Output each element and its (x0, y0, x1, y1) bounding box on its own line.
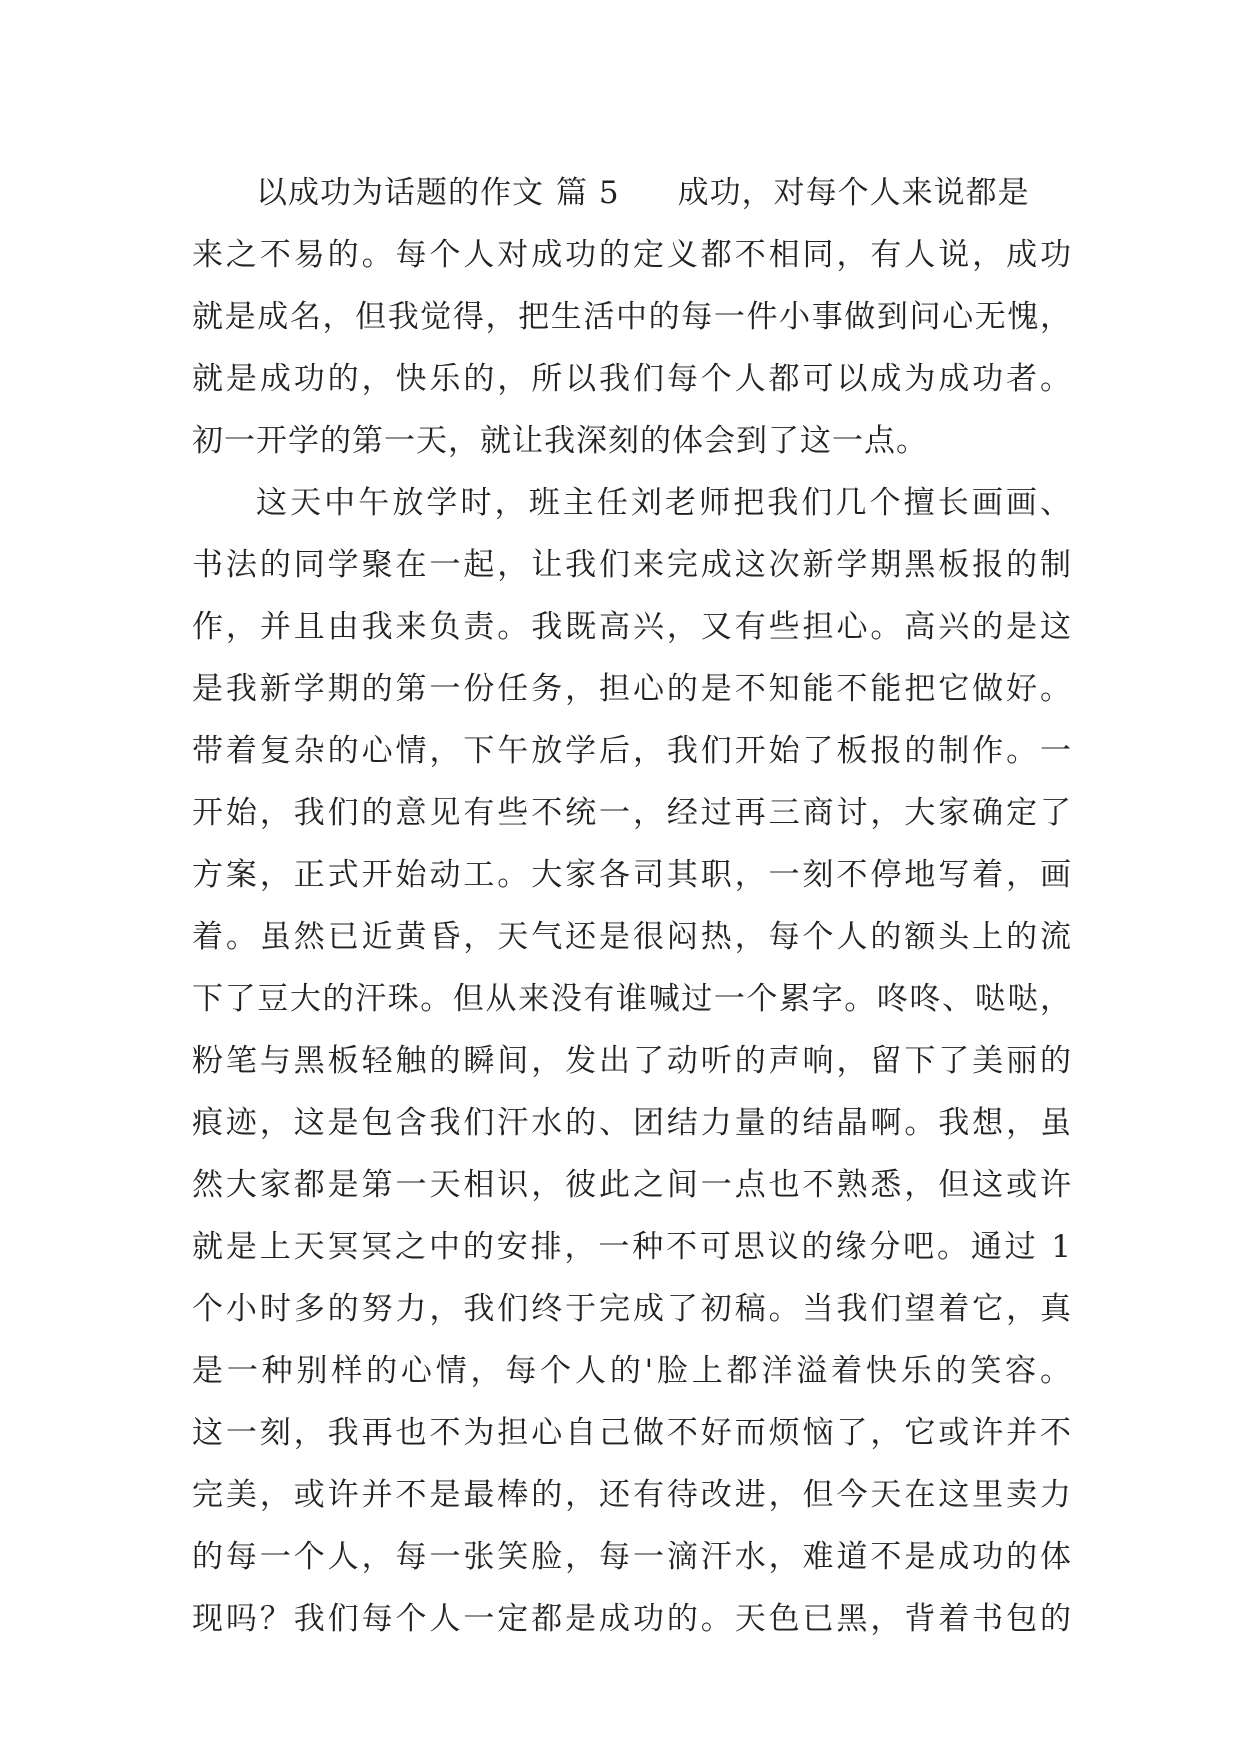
paragraph-1-line-4: 初一开学的第一天，就让我深刻的体会到了这一点。 (192, 423, 928, 459)
paragraph-2-line-10: 粉笔与黑板轻触的瞬间，发出了动听的声响，留下了美丽的 (192, 1043, 1072, 1079)
paragraph-1-line-1: 来之不易的。每个人对成功的定义都不相同，有人说，成功 (192, 237, 1072, 273)
paragraph-2-line-7: 方案，正式开始动工。大家各司其职，一刻不停地写着，画 (192, 857, 1072, 893)
paragraph-2-line-5: 带着复杂的心情，下午放学后，我们开始了板报的制作。一 (192, 733, 1072, 769)
paragraph-2-line-13: 就是上天冥冥之中的安排，一种不可思议的缘分吧。通过 1 (192, 1229, 1072, 1265)
paragraph-2-line-2: 书法的同学聚在一起，让我们来完成这次新学期黑板报的制 (192, 547, 1072, 583)
paragraph-2-line-4: 是我新学期的第一份任务，担心的是不知能不能把它做好。 (192, 671, 1072, 707)
paragraph-2-line-11: 痕迹，这是包含我们汗水的、团结力量的结晶啊。我想，虽 (192, 1105, 1072, 1141)
paragraph-1-line-2: 就是成名，但我觉得，把生活中的每一件小事做到问心无愧， (192, 299, 1072, 335)
paragraph-1-line-3: 就是成功的，快乐的，所以我们每个人都可以成为成功者。 (192, 361, 1072, 397)
paragraph-2-line-14: 个小时多的努力，我们终于完成了初稿。当我们望着它，真 (192, 1291, 1072, 1327)
paragraph-2-line-15: 是一种别样的心情，每个人的'脸上都洋溢着快乐的笑容。 (192, 1353, 1072, 1389)
paragraph-2-line-9: 下了豆大的汗珠。但从来没有谁喊过一个累字。咚咚、哒哒， (192, 981, 1072, 1017)
essay-section-label: 篇 5 (556, 175, 620, 211)
paragraph-2-line-3: 作，并且由我来负责。我既高兴，又有些担心。高兴的是这 (192, 609, 1072, 645)
essay-body (192, 162, 1072, 1650)
paragraph-2-line-1: 这天中午放学时，班主任刘老师把我们几个擅长画画、 (256, 485, 1072, 521)
paragraph-2-line-19: 现吗？我们每个人一定都是成功的。天色已黑，背着书包的 (192, 1601, 1072, 1637)
essay-title: 以成功为话题的作文 (256, 175, 544, 211)
paragraph-2-line-17: 完美，或许并不是最棒的，还有待改进，但今天在这里卖力 (192, 1477, 1072, 1513)
paragraph-2-line-18: 的每一个人，每一张笑脸，每一滴汗水，难道不是成功的体 (192, 1539, 1072, 1575)
paragraph-2-line-12: 然大家都是第一天相识，彼此之间一点也不熟悉，但这或许 (192, 1167, 1072, 1203)
paragraph-2-line-8: 着。虽然已近黄昏，天气还是很闷热，每个人的额头上的流 (192, 919, 1072, 955)
essay-heading-line (192, 162, 1072, 224)
paragraph-2-line-16: 这一刻，我再也不为担心自己做不好而烦恼了，它或许并不 (192, 1415, 1072, 1451)
paragraph-1-line-0: 成功，对每个人来说都是 (677, 175, 1030, 211)
paragraph-2-line-6: 开始，我们的意见有些不统一，经过再三商讨，大家确定了 (192, 795, 1072, 831)
